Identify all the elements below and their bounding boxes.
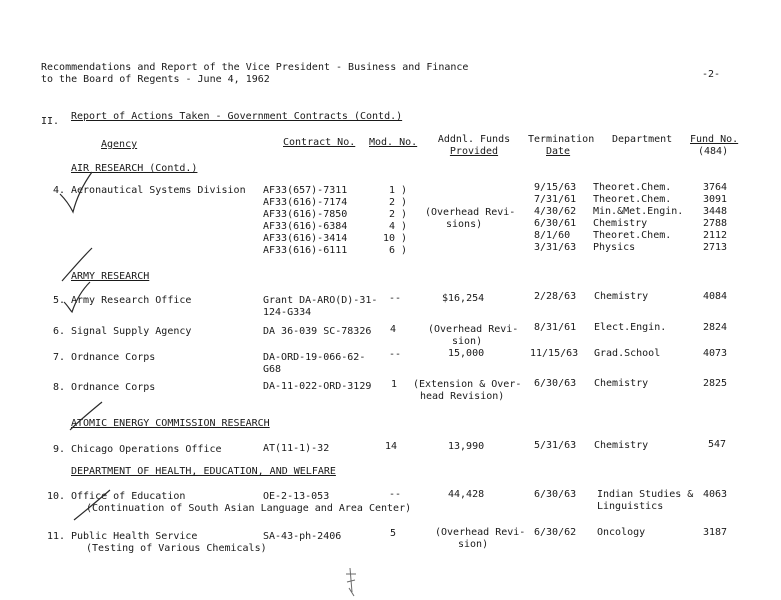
agency: Office of Education bbox=[71, 491, 186, 502]
item-4-number: 4. bbox=[53, 185, 66, 196]
fund-no: 4073 bbox=[703, 348, 728, 359]
header-line-1: Recommendations and Report of the Vice President - Business and Finance bbox=[41, 62, 469, 73]
mod-no: 2 ) bbox=[389, 197, 408, 208]
contract-no: DA 36-039 SC-78326 bbox=[263, 326, 372, 337]
termination-date: 7/31/61 bbox=[534, 194, 577, 205]
agency: Signal Supply Agency bbox=[71, 326, 192, 337]
col-mod-no: Mod. No. bbox=[369, 137, 418, 148]
mod-no: 1 bbox=[391, 379, 398, 390]
col-contract-no: Contract No. bbox=[283, 137, 356, 148]
contract-no: AT(11-1)-32 bbox=[263, 443, 330, 454]
department: Chemistry bbox=[594, 291, 649, 302]
contract-no: AF33(616)-7850 bbox=[263, 209, 348, 220]
termination-date: 9/15/63 bbox=[534, 182, 577, 193]
item-number: 5. bbox=[53, 295, 66, 306]
fund-no: 3448 bbox=[703, 206, 728, 217]
department: Theoret.Chem. bbox=[593, 182, 672, 193]
mod-no: 2 ) bbox=[389, 209, 408, 220]
mod-no: 4 ) bbox=[389, 221, 408, 232]
department: Oncology bbox=[597, 527, 646, 538]
agency: Chicago Operations Office bbox=[71, 444, 222, 455]
fund-no: 2788 bbox=[703, 218, 728, 229]
mod-no: 1 ) bbox=[389, 185, 408, 196]
fund-no: 2824 bbox=[703, 322, 728, 333]
contract-no: AF33(616)-3414 bbox=[263, 233, 348, 244]
item-number: 10. bbox=[47, 491, 66, 502]
mod-no: 10 ) bbox=[383, 233, 408, 244]
contract-no: AF33(616)-6384 bbox=[263, 221, 348, 232]
mod-no: 14 bbox=[385, 441, 398, 452]
termination-date: 6/30/63 bbox=[534, 378, 577, 389]
contract-no: Grant DA-ARO(D)-31- bbox=[263, 295, 378, 306]
contract-no: DA-ORD-19-066-62- bbox=[263, 352, 366, 363]
funds: 13,990 bbox=[448, 441, 485, 452]
col-fund-no-1: Fund No. bbox=[690, 134, 739, 145]
funds-cont: head Revision) bbox=[420, 391, 505, 402]
section-title: Report of Actions Taken - Government Contracts (Contd.) bbox=[71, 111, 403, 122]
section-number: II. bbox=[41, 116, 60, 127]
fund-no: 3187 bbox=[703, 527, 728, 538]
fund-no: 547 bbox=[708, 439, 727, 450]
col-termination-1: Termination bbox=[528, 134, 595, 145]
contract-no: OE-2-13-053 bbox=[263, 491, 330, 502]
mod-no: -- bbox=[389, 293, 402, 304]
mod-no: 6 ) bbox=[389, 245, 408, 256]
funds: (Extension & Over- bbox=[413, 379, 522, 390]
contract-no-cont: G68 bbox=[263, 364, 282, 375]
termination-date: 11/15/63 bbox=[530, 348, 579, 359]
department: Min.&Met.Engin. bbox=[593, 206, 684, 217]
contract-no-cont: 124-G334 bbox=[263, 307, 312, 318]
fund-no: 2825 bbox=[703, 378, 728, 389]
header-line-2: to the Board of Regents - June 4, 1962 bbox=[41, 74, 270, 85]
funds: 44,428 bbox=[448, 489, 485, 500]
termination-date: 3/31/63 bbox=[534, 242, 577, 253]
funds: (Overhead Revi- bbox=[428, 324, 519, 335]
fund-no: 3764 bbox=[703, 182, 728, 193]
department: Indian Studies & bbox=[597, 489, 694, 500]
item-4-funds-2: sions) bbox=[446, 219, 483, 230]
agency: Public Health Service bbox=[71, 531, 198, 542]
item-number: 11. bbox=[47, 531, 66, 542]
funds-cont: sion) bbox=[452, 336, 483, 347]
agency: Ordnance Corps bbox=[71, 352, 156, 363]
agency-note: (Continuation of South Asian Language and Area Center) bbox=[86, 503, 412, 514]
department: Theoret.Chem. bbox=[593, 230, 672, 241]
item-number: 8. bbox=[53, 382, 66, 393]
mod-no: -- bbox=[389, 349, 402, 360]
fund-no: 3091 bbox=[703, 194, 728, 205]
termination-date: 2/28/63 bbox=[534, 291, 577, 302]
group-army-research: ARMY RESEARCH bbox=[71, 271, 150, 282]
department: Grad.School bbox=[594, 348, 661, 359]
col-termination-2: Date bbox=[546, 146, 571, 157]
item-4-agency: Aeronautical Systems Division bbox=[71, 185, 246, 196]
fund-no: 4063 bbox=[703, 489, 728, 500]
contract-no: AF33(616)-7174 bbox=[263, 197, 348, 208]
col-funds-1: Addnl. Funds bbox=[437, 134, 511, 145]
funds: 15,000 bbox=[448, 348, 485, 359]
department: Chemistry bbox=[593, 218, 648, 229]
contract-no: AF33(657)-7311 bbox=[263, 185, 348, 196]
col-fund-no-2: (484) bbox=[698, 146, 729, 157]
termination-date: 8/1/60 bbox=[534, 230, 571, 241]
termination-date: 4/30/62 bbox=[534, 206, 577, 217]
funds-cont: sion) bbox=[458, 539, 489, 550]
mod-no: 5 bbox=[390, 528, 397, 539]
agency-note: (Testing of Various Chemicals) bbox=[86, 543, 267, 554]
contract-no: AF33(616)-6111 bbox=[263, 245, 348, 256]
department: Physics bbox=[593, 242, 636, 253]
department: Chemistry bbox=[594, 440, 649, 451]
termination-date: 6/30/62 bbox=[534, 527, 577, 538]
termination-date: 6/30/63 bbox=[534, 489, 577, 500]
fund-no: 4084 bbox=[703, 291, 728, 302]
item-number: 6. bbox=[53, 326, 66, 337]
group-atomic-energy: ATOMIC ENERGY COMMISSION RESEARCH bbox=[71, 418, 270, 429]
fund-no: 2713 bbox=[703, 242, 728, 253]
department: Chemistry bbox=[594, 378, 649, 389]
funds: $16,254 bbox=[442, 293, 485, 304]
item-number: 9. bbox=[53, 444, 66, 455]
funds: (Overhead Revi- bbox=[435, 527, 526, 538]
col-agency: Agency bbox=[101, 139, 138, 150]
fund-no: 2112 bbox=[703, 230, 728, 241]
mod-no: -- bbox=[389, 489, 402, 500]
termination-date: 5/31/63 bbox=[534, 440, 577, 451]
page-number: -2- bbox=[702, 69, 721, 80]
department: Theoret.Chem. bbox=[593, 194, 672, 205]
col-department: Department bbox=[612, 134, 673, 145]
agency: Army Research Office bbox=[71, 295, 192, 306]
agency: Ordnance Corps bbox=[71, 382, 156, 393]
group-air-research: AIR RESEARCH (Contd.) bbox=[71, 163, 198, 174]
contract-no: SA-43-ph-2406 bbox=[263, 531, 342, 542]
group-hew: DEPARTMENT OF HEALTH, EDUCATION, AND WELFARE bbox=[71, 466, 336, 477]
mod-no: 4 bbox=[390, 324, 397, 335]
col-funds-2: Provided bbox=[449, 146, 499, 157]
contract-no: DA-11-022-ORD-3129 bbox=[263, 381, 372, 392]
department: Elect.Engin. bbox=[594, 322, 667, 333]
item-number: 7. bbox=[53, 352, 66, 363]
termination-date: 6/30/61 bbox=[534, 218, 577, 229]
termination-date: 8/31/61 bbox=[534, 322, 577, 333]
scan-smudge bbox=[346, 568, 356, 596]
department-cont: Linguistics bbox=[597, 501, 664, 512]
item-4-funds-1: (Overhead Revi- bbox=[425, 207, 516, 218]
